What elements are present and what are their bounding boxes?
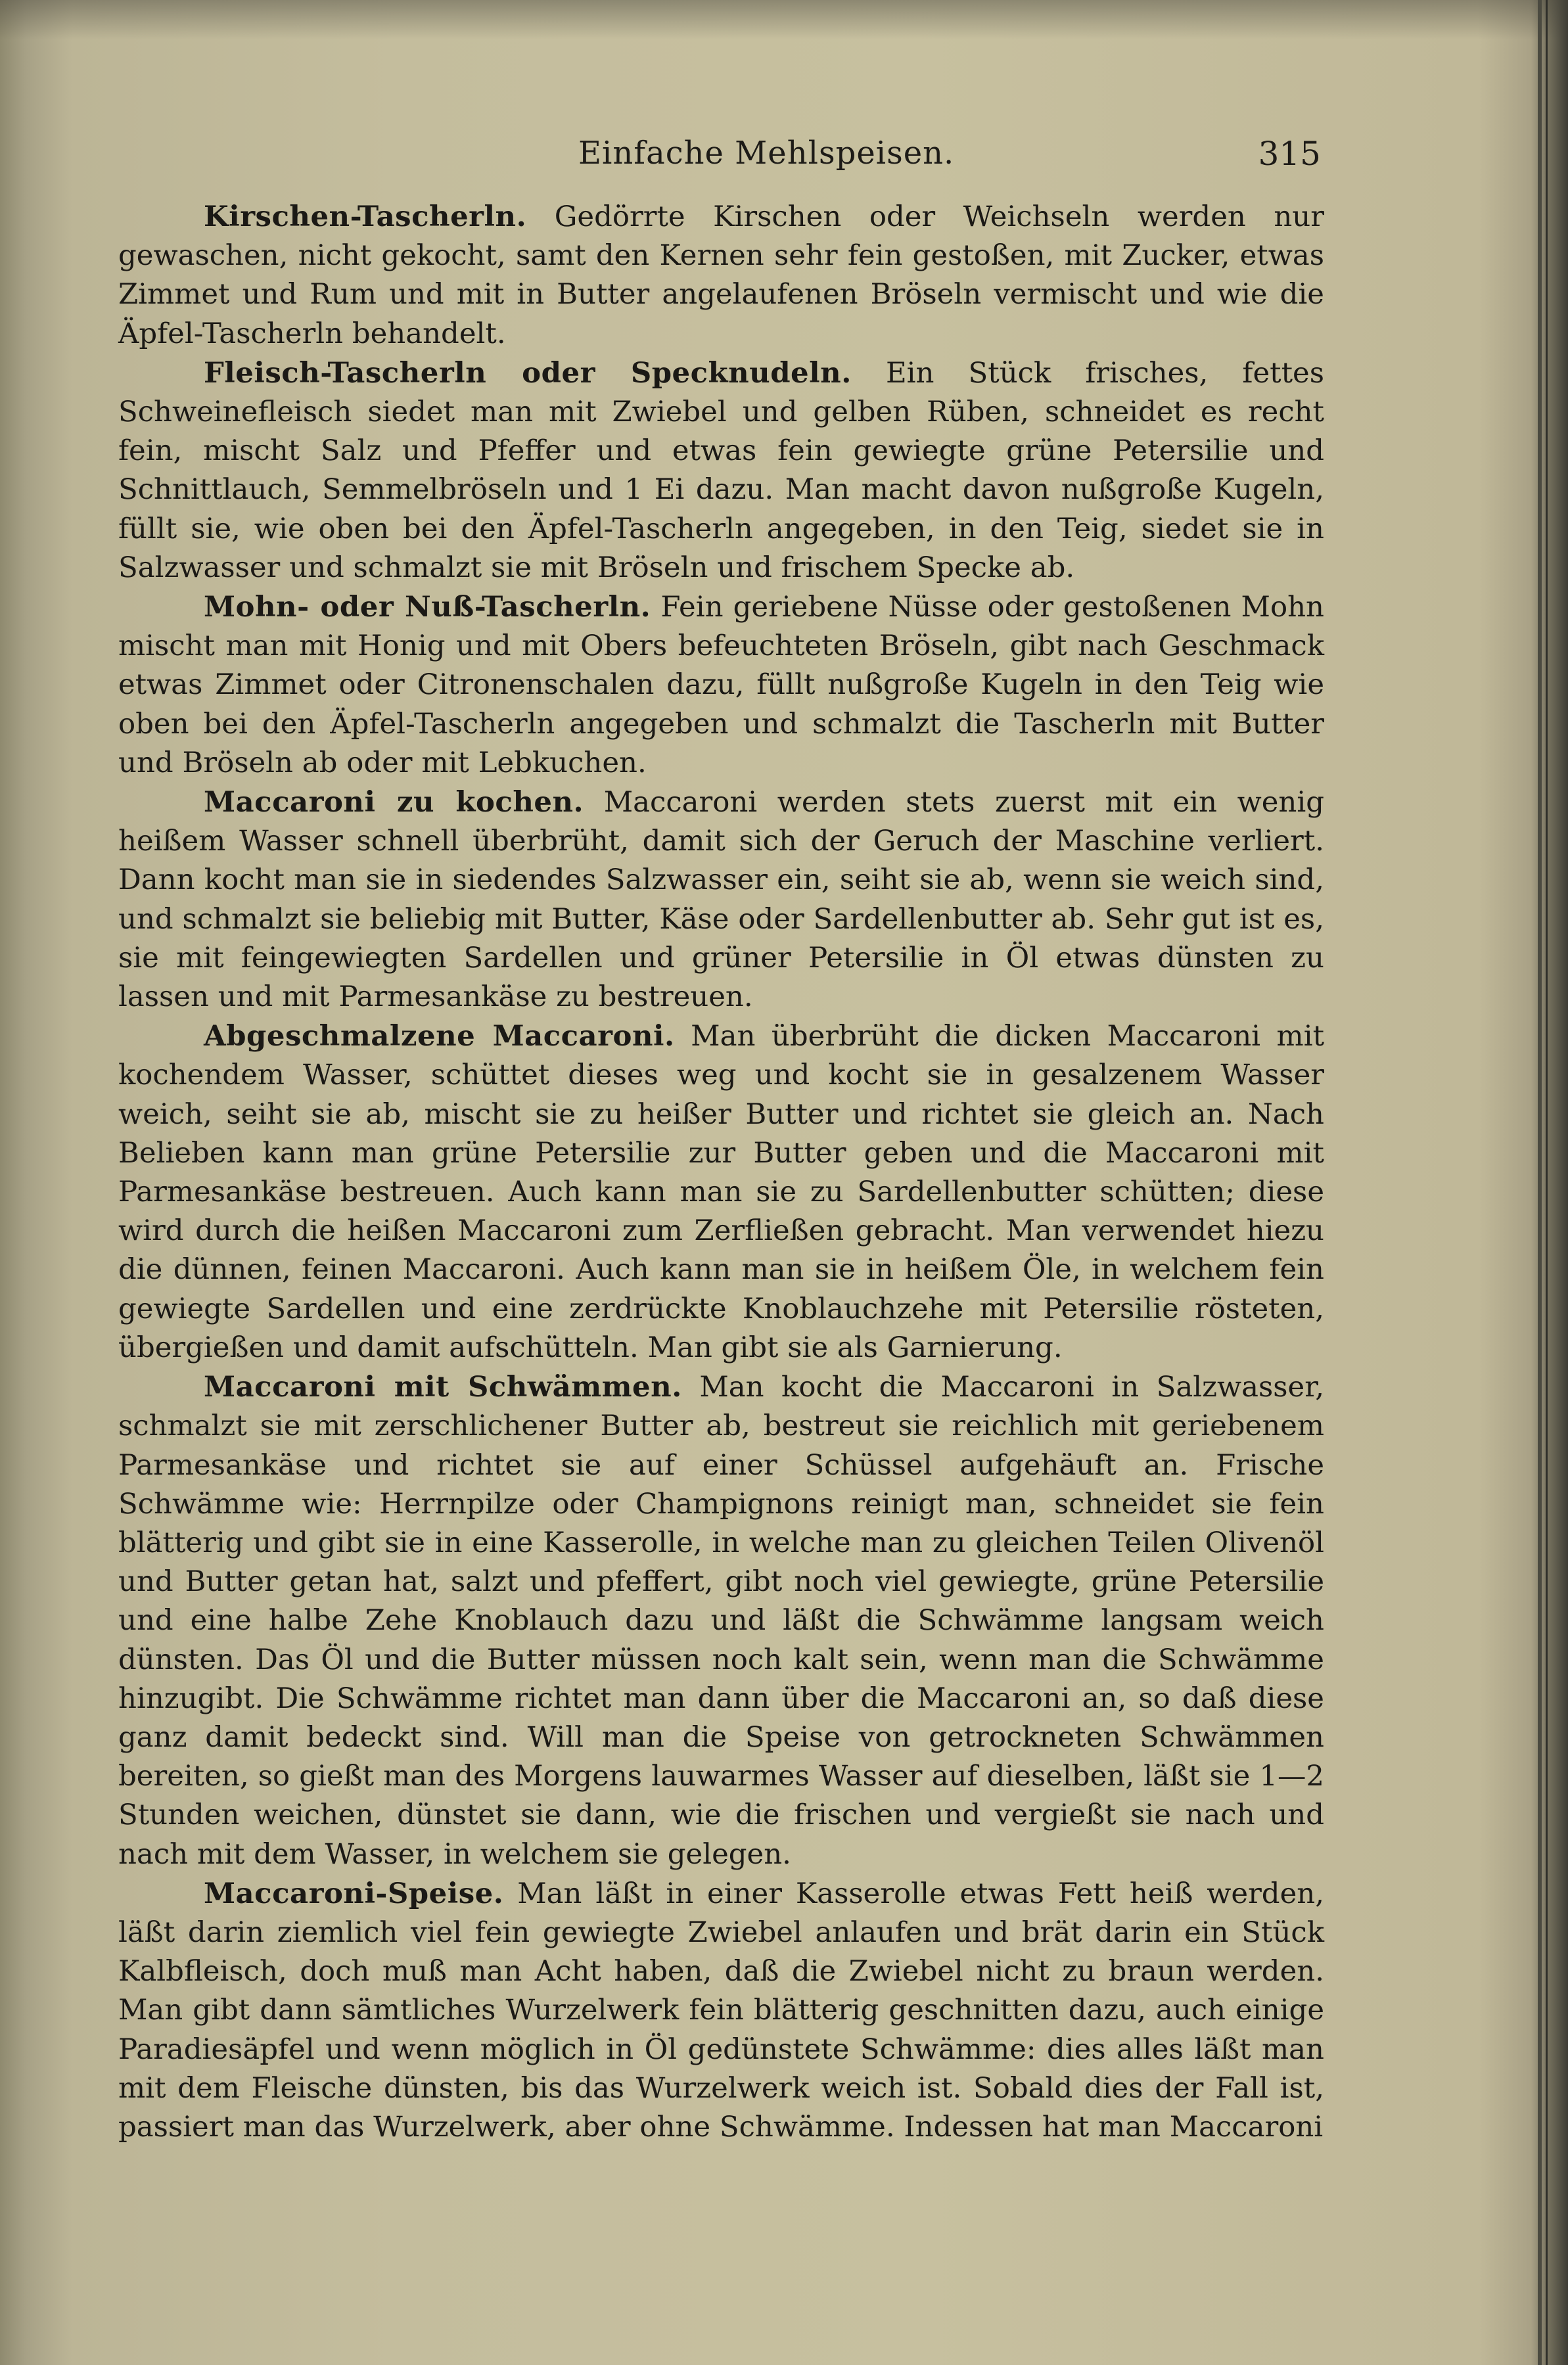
recipe-body: Ein Stück frisches, fettes Schweinefleisch siedet man mit Zwiebel und gelben Rüben, schneidet es recht fein, mischt Salz und Pfeffer und etwas fein gewiegte grüne Petersilie und Schnittlauch, Semmelbröseln und 1 Ei dazu. Man macht davon nußgroße Kugeln, füllt sie, wie oben bei den Äpfel-Tascherln angegeben, in den Teig, siedet sie in Salzwasser und schmalzt sie mit Bröseln und frischem Specke ab. (118, 356, 1324, 584)
page-body (118, 197, 1324, 2147)
recipe-title: Fleisch-Tascherln oder Specknudeln. (204, 356, 852, 390)
page-header (131, 135, 1321, 181)
binding-edge (1538, 0, 1542, 2365)
recipe-title: Mohn- oder Nuß-Tascherln. (204, 590, 651, 624)
recipe-body: Maccaroni werden stets zuerst mit ein wenig heißem Wasser schnell überbrüht, damit sich der Geruch der Maschine verliert. Dann kocht man sie in siedendes Salzwasser ein, seiht sie ab, wenn sie weich sind, und schmalzt sie beliebig mit Butter, Käse oder Sardellenbutter ab. Sehr gut ist es, sie mit feingewiegten Sardellen und grüner Petersilie in Öl etwas dünsten zu lassen und mit Parmesankäse zu bestreuen. (118, 786, 1324, 1014)
recipe-maccaroni-zu-kochen (118, 783, 1324, 1017)
recipe-abgeschmalzene-maccaroni (118, 1017, 1324, 1367)
recipe-title: Maccaroni mit Schwämmen. (204, 1370, 682, 1404)
recipe-body: Man läßt in einer Kasserolle etwas Fett heiß werden, läßt darin ziemlich viel fein gewiegte Zwiebel anlaufen und brät darin ein Stück Kalbfleisch, doch muß man Acht haben, daß die Zwiebel nicht zu braun werden. Man gibt dann sämtliches Wurzelwerk fein blätterig geschnitten dazu, auch einige Paradiesäpfel und wenn möglich in Öl gedünstete Schwämme: dies alles läßt man mit dem Fleische dünsten, bis das Wurzelwerk weich ist. Sobald dies der Fall ist, passiert man das Wurzelwerk, aber ohne Schwämme. Indessen hat man Maccaroni (118, 1877, 1324, 2144)
recipe-fleisch-tascherln (118, 354, 1324, 587)
recipe-maccaroni-speise (118, 1874, 1324, 2147)
recipe-title: Maccaroni-Speise. (204, 1876, 504, 1910)
running-head: Einfache Mehlspeisen. (578, 135, 955, 172)
binding-edge-dark (1546, 0, 1548, 2365)
recipe-body: Fein geriebene Nüsse oder gestoßenen Mohn mischt man mit Honig und mit Obers befeuchteten Bröseln, gibt nach Geschmack etwas Zimmet oder Citronenschalen dazu, füllt nußgroße Kugeln in den Teig wie oben bei den Äpfel-Tascherln angegeben und schmalzt die Tascherln mit Butter und Bröseln ab oder mit Lebkuchen. (118, 591, 1324, 779)
top-shadow (0, 0, 1568, 39)
recipe-kirschen-tascherln (118, 197, 1324, 354)
recipe-body: Gedörrte Kirschen oder Weichseln werden nur gewaschen, nicht gekocht, samt den Kernen sehr fein gestoßen, mit Zucker, etwas Zimmet und Rum und mit in Butter angelaufenen Bröseln vermischt und wie die Äpfel-Tascherln behandelt. (118, 200, 1324, 350)
recipe-mohn-nuss-tascherln (118, 587, 1324, 783)
page-number: 315 (1258, 135, 1321, 173)
recipe-title: Kirschen-Tascherln. (204, 200, 527, 233)
recipe-title: Maccaroni zu kochen. (204, 785, 584, 819)
recipe-maccaroni-mit-schwaemmen (118, 1367, 1324, 1874)
recipe-title: Abgeschmalzene Maccaroni. (204, 1019, 675, 1053)
recipe-body: Man überbrüht die dicken Maccaroni mit kochendem Wasser, schüttet dieses weg und kocht sie in gesalzenem Wasser weich, seiht sie ab, mischt sie zu heißer Butter und richtet sie gleich an. Nach Belieben kann man grüne Petersilie zur Butter geben und die Maccaroni mit Parmesankäse bestreuen. Auch kann man sie zu Sardellenbutter schütten; diese wird durch die heißen Maccaroni zum Zerfließen gebracht. Man verwendet hiezu die dünnen, feinen Maccaroni. Auch kann man sie in heißem Öle, in welchem fein gewiegte Sardellen und eine zerdrückte Knoblauchzehe mit Petersilie rösteten, übergießen und damit aufschütteln. Man gibt sie als Garnierung. (118, 1020, 1325, 1364)
recipe-body: Man kocht die Maccaroni in Salzwasser, schmalzt sie mit zerschlichener Butter ab, bestreut sie reichlich mit geriebenem Parmesankäse und richtet sie auf einer Schüssel aufgehäuft an. Frische Schwämme wie: Herrnpilze oder Champignons reinigt man, schneidet sie fein blätterig und gibt sie in eine Kasserolle, in welche man zu gleichen Teilen Olivenöl und Butter getan hat, salzt und pfeffert, gibt noch viel gewiegte, grüne Petersilie und eine halbe Zehe Knoblauch dazu und läßt die Schwämme langsam weich dünsten. Das Öl und die Butter müssen noch kalt sein, wenn man die Schwämme hinzugibt. Die Schwämme richtet man dann über die Maccaroni an, so daß diese ganz damit bedeckt sind. Will man die Speise von getrockneten Schwämmen bereiten, so gießt man des Morgens lauwarmes Wasser auf dieselben, läßt sie 1—2 Stunden weichen, dünstet sie dann, wie die frischen und vergießt sie nach und nach mit dem Wasser, in welchem sie gelegen. (118, 1371, 1324, 1871)
